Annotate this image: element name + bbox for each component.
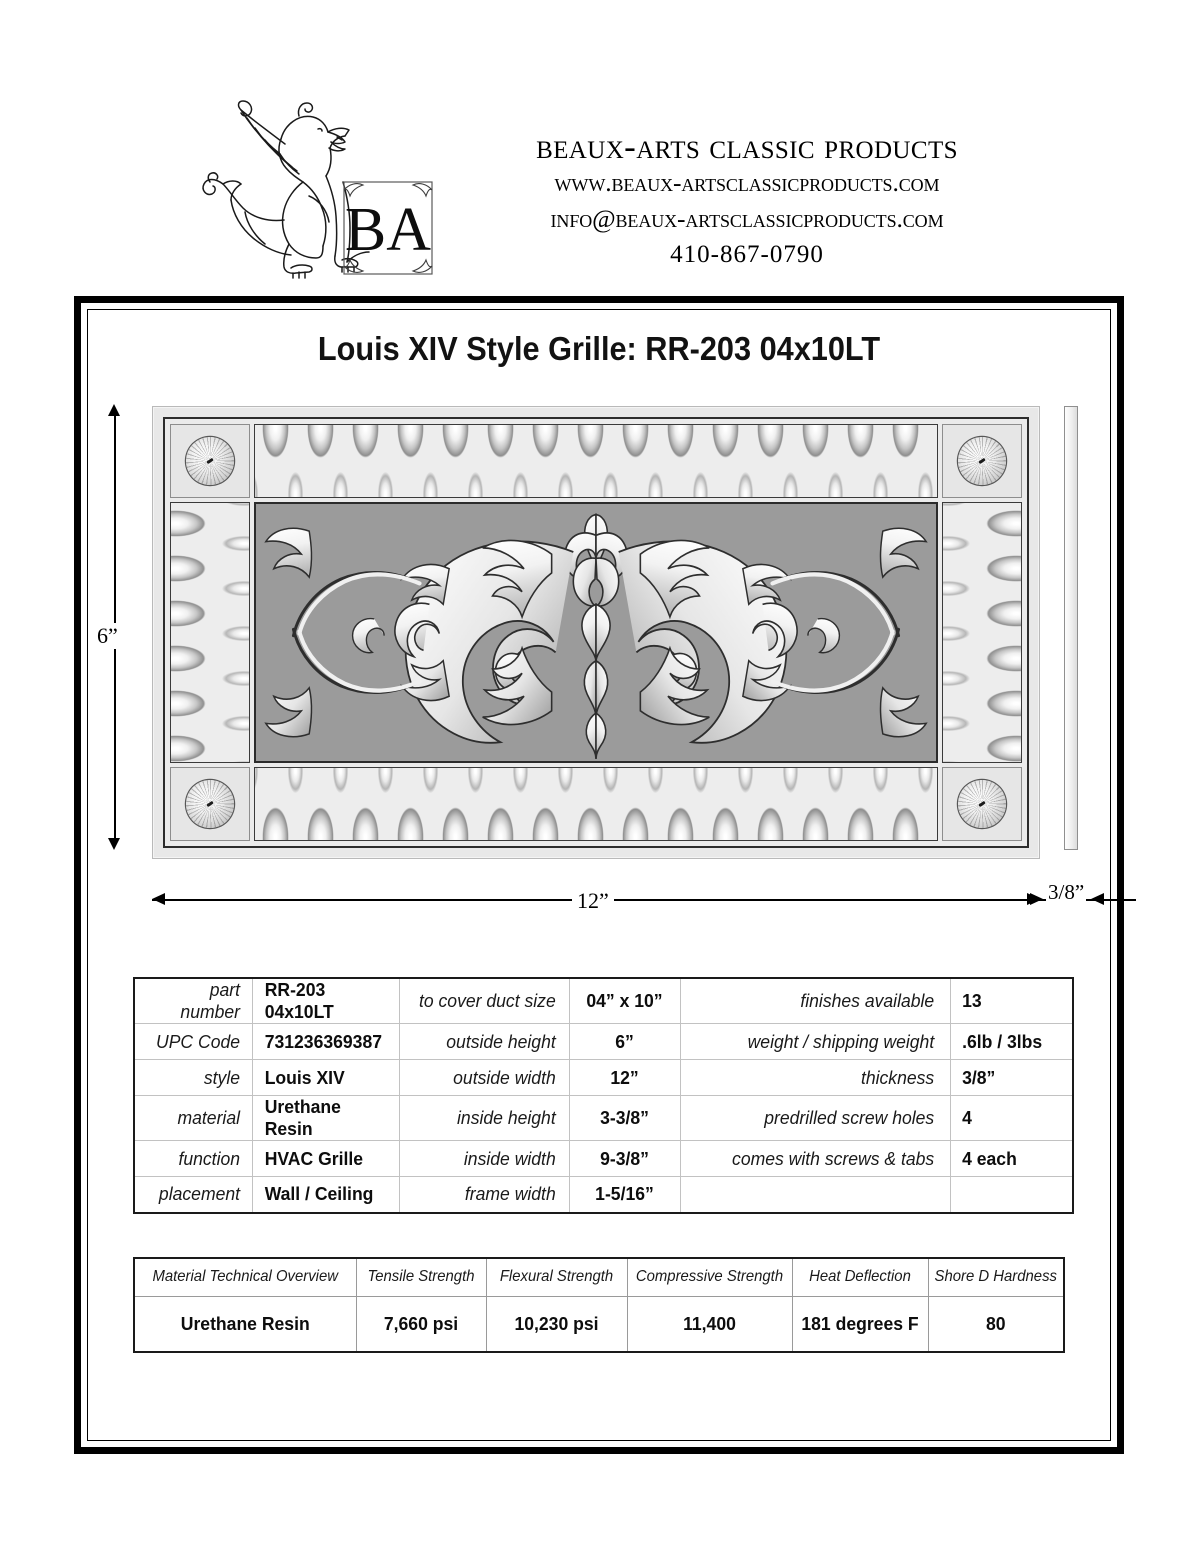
tech-value: Urethane Resin xyxy=(140,1296,351,1352)
specification-table xyxy=(133,977,1074,1214)
tech-header: Heat Deflection xyxy=(797,1258,923,1296)
corner-rosette-top-right xyxy=(942,424,1022,498)
table-row xyxy=(134,1024,1073,1060)
company-website[interactable]: www.beaux-artsclassicproducts.com xyxy=(554,168,940,198)
border-moulding-right xyxy=(942,502,1022,763)
spec-key: inside height xyxy=(403,1096,565,1141)
spec-value: 4 each xyxy=(953,1141,1070,1177)
spec-key: style xyxy=(137,1060,249,1096)
tech-header: Shore D Hardness xyxy=(933,1258,1059,1296)
spec-value: 13 xyxy=(953,978,1070,1024)
lobe-pattern xyxy=(254,768,938,840)
tech-value: 181 degrees F xyxy=(795,1296,924,1352)
table-row xyxy=(134,1177,1073,1213)
rosette-icon xyxy=(186,780,234,828)
spec-key: finishes available xyxy=(687,978,944,1024)
table-row xyxy=(134,1060,1073,1096)
height-arrow-bottom xyxy=(108,838,120,850)
tech-header: Compressive Strength xyxy=(633,1258,786,1296)
spec-key: UPC Code xyxy=(137,1024,249,1060)
tech-header: Flexural Strength xyxy=(491,1258,622,1296)
lobe-pattern xyxy=(254,425,938,497)
spec-key: inside width xyxy=(403,1141,565,1177)
tech-value: 7,660 psi xyxy=(359,1296,483,1352)
spec-value: 12” xyxy=(572,1060,677,1096)
width-arrow-left xyxy=(152,893,165,905)
tech-value: 10,230 psi xyxy=(490,1296,624,1352)
logo-monogram-text: BA xyxy=(344,196,432,264)
spec-key: outside width xyxy=(403,1060,565,1096)
spec-value: 9-3/8” xyxy=(572,1141,677,1177)
spec-key: thickness xyxy=(687,1060,944,1096)
spec-value: 6” xyxy=(572,1024,677,1060)
corner-rosette-bottom-left xyxy=(170,767,250,841)
spec-value: Wall / Ceiling xyxy=(256,1177,396,1213)
company-phone: 410-867-0790 xyxy=(670,240,824,268)
material-technical-overview-table xyxy=(133,1257,1065,1353)
spec-key: predrilled screw holes xyxy=(687,1096,944,1141)
spec-value: 04” x 10” xyxy=(572,978,677,1024)
rosette-icon xyxy=(958,780,1006,828)
product-image xyxy=(152,406,1040,859)
spec-key: comes with screws & tabs xyxy=(687,1141,944,1177)
corner-rosette-bottom-right xyxy=(942,767,1022,841)
table-row xyxy=(134,1141,1073,1177)
spec-value: 4 xyxy=(953,1096,1070,1141)
spec-key: material xyxy=(137,1096,249,1141)
company-name: beaux-arts classic products xyxy=(536,127,958,166)
page-title: Louis XIV Style Grille: RR-203 04x10LT xyxy=(317,330,881,367)
thickness-arrow-left xyxy=(1030,893,1043,905)
spec-key: part number xyxy=(137,978,249,1024)
spec-value: 3/8” xyxy=(953,1060,1070,1096)
spec-key: function xyxy=(137,1141,249,1177)
thickness-arrow-right xyxy=(1091,893,1104,905)
spec-key: placement xyxy=(137,1177,249,1213)
spec-value: Urethane Resin xyxy=(256,1096,396,1141)
grille-plate xyxy=(163,417,1029,848)
spec-key: outside height xyxy=(403,1024,565,1060)
table-row xyxy=(134,1096,1073,1141)
spec-key: weight / shipping weight xyxy=(687,1024,944,1060)
spec-value: 1-5/16” xyxy=(572,1177,677,1213)
acanthus-scrollwork-panel xyxy=(254,502,938,763)
lobe-pattern xyxy=(943,502,1021,763)
spec-key: frame width xyxy=(403,1177,565,1213)
spec-value: HVAC Grille xyxy=(256,1141,396,1177)
tech-value: 80 xyxy=(931,1296,1060,1352)
spec-key: to cover duct size xyxy=(403,978,565,1024)
company-email[interactable]: info@beaux-artsclassicproducts.com xyxy=(550,204,944,234)
corner-rosette-top-left xyxy=(170,424,250,498)
company-info xyxy=(437,128,1057,271)
lobe-pattern xyxy=(171,502,249,763)
tech-header: Material Technical Overview xyxy=(142,1258,348,1296)
border-moulding-top xyxy=(254,424,938,498)
height-dimension-label: 6” xyxy=(92,623,123,649)
griffin-icon xyxy=(185,92,437,287)
letterhead xyxy=(0,0,1200,290)
width-dimension-label: 12” xyxy=(572,888,614,914)
tech-header: Tensile Strength xyxy=(361,1258,482,1296)
spec-value: Louis XIV xyxy=(256,1060,396,1096)
thickness-dimension-label: 3/8” xyxy=(1048,880,1085,904)
spec-value: RR-203 04x10LT xyxy=(256,978,396,1024)
spec-value: 3-3/8” xyxy=(572,1096,677,1141)
side-profile-view xyxy=(1064,406,1078,850)
rosette-icon xyxy=(958,437,1006,485)
table-row xyxy=(134,1296,1064,1352)
spec-key-empty xyxy=(687,1177,944,1213)
rosette-icon xyxy=(186,437,234,485)
spec-value: .6lb / 3lbs xyxy=(953,1024,1070,1060)
spec-value: 731236369387 xyxy=(256,1024,396,1060)
table-header-row xyxy=(134,1258,1064,1296)
tech-value: 11,400 xyxy=(631,1296,788,1352)
spec-value-empty xyxy=(953,1177,1070,1213)
border-moulding-bottom xyxy=(254,767,938,841)
table-row xyxy=(134,978,1073,1024)
height-arrow-top xyxy=(108,404,120,416)
border-moulding-left xyxy=(170,502,250,763)
